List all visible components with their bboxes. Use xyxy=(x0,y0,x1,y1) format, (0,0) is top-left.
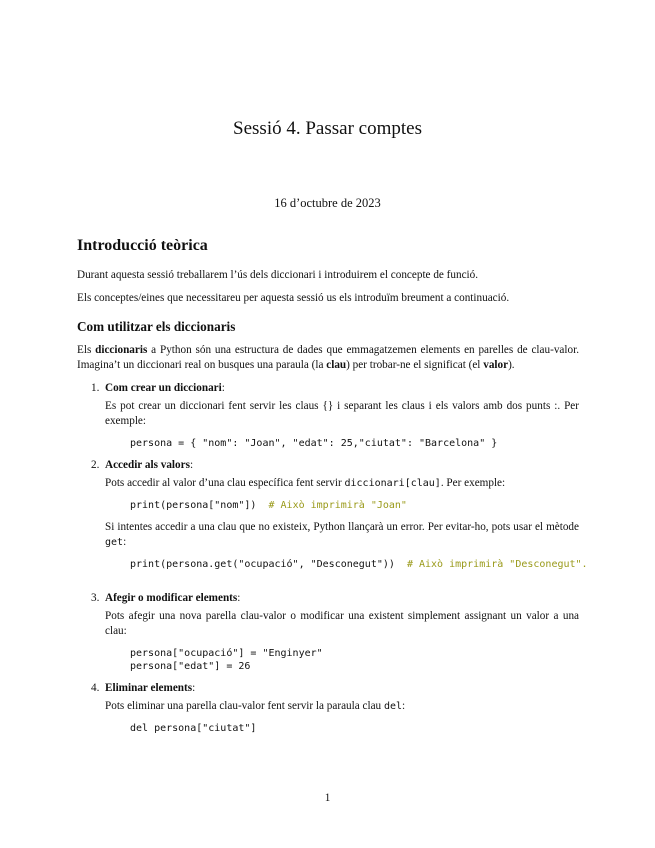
list-item: 1. Com crear un diccionari: Es pot crear un diccionari fent servir les claus {} i separant les claus i els valors amb dos punts :. Per exemple: persona = { "nom": "Joan", "edat": 25,"ciutat": "Barcelona" } xyxy=(91,382,579,449)
list-item: 2. Accedir als valors: Pots accedir al valor d’una clau específica fent servir diccionari[clau]. Per exemple: print(persona["nom"]) # Això imprimirà "Joan" Si intentes accedir a una clau que no existeix, Python llançarà un error. Per evitar-ho, pots usar el mètode get: print(persona.get("ocupació", "Desconegut")) # Això imprimirà "Desconegut". xyxy=(91,459,588,570)
list-item-text: Es pot crear un diccionari fent servir les claus {} i separant les claus i els valors amb dos punts :. Per exemple: xyxy=(105,400,579,427)
dictionary-steps-list xyxy=(77,381,588,735)
subsection-heading: Com utilitzar els diccionaris xyxy=(77,319,236,334)
list-item-number: 3. xyxy=(91,592,100,604)
list-item-heading: Com crear un diccionari xyxy=(105,382,222,394)
list-item-heading: Eliminar elements xyxy=(105,682,193,694)
list-item-number: 1. xyxy=(91,382,100,394)
page-number: 1 xyxy=(324,792,331,804)
document-date: 16 d’octubre de 2023 xyxy=(274,196,381,210)
list-item-number: 4. xyxy=(91,682,100,694)
list-item: 3. Afegir o modificar elements: Pots afegir una nova parella clau-valor o modificar una existent simplement assignant un valor a una clau: persona["ocupació"] = "Enginyer" persona["edat"] = 26 xyxy=(91,592,579,672)
subsection-intro: Els diccionaris a Python són una estructura de dades que emmagatzemen elements en parelles de clau-valor. Imagina’t un diccionari real on busques una paraula (la clau) per trobar-ne el significat (el valor). xyxy=(77,344,579,371)
section-paragraph-2: Els conceptes/eines que necessitareu per aquesta sessió us els introduïm breument a continuació. xyxy=(77,292,510,304)
document-title: Sessió 4. Passar comptes xyxy=(233,118,422,139)
code-block: print(persona["nom"]) # Això imprimirà "Joan" xyxy=(130,500,407,511)
list-item-text: Pots accedir al valor d’una clau específica fent servir diccionari[clau]. Per exemple: xyxy=(105,477,506,489)
document-body xyxy=(77,236,588,743)
section-paragraph-1: Durant aquesta sessió treballarem l’ús dels diccionari i introduirem el concepte de funció. xyxy=(77,269,479,281)
code-block: print(persona.get("ocupació", "Desconegut")) # Això imprimirà "Desconegut". xyxy=(130,559,588,570)
code-block: persona["ocupació"] = "Enginyer" persona["edat"] = 26 xyxy=(130,648,323,672)
list-item: 4. Eliminar elements: Pots eliminar una parella clau-valor fent servir la paraula clau del: del persona["ciutat"] xyxy=(77,681,579,735)
list-item-text: Pots eliminar una parella clau-valor fent servir la paraula clau del: xyxy=(105,700,406,712)
list-item-text: Si intentes accedir a una clau que no existeix, Python llançarà un error. Per evitar-ho, pots usar el mètode get: xyxy=(105,521,579,548)
list-item-heading: Afegir o modificar elements xyxy=(105,592,238,604)
code-block: persona = { "nom": "Joan", "edat": 25,"ciutat": "Barcelona" } xyxy=(130,438,498,449)
list-item-number: 2. xyxy=(91,459,100,471)
list-item-heading: Accedir als valors xyxy=(105,459,190,471)
list-item-text: Pots afegir una nova parella clau-valor o modificar una existent simplement assignant un valor a una clau: xyxy=(105,610,579,637)
section-heading: Introducció teòrica xyxy=(77,237,208,254)
code-block: del persona["ciutat"] xyxy=(130,723,257,734)
code-comment: # Això imprimirà "Desconegut". xyxy=(406,559,588,570)
code-comment: # Això imprimirà "Joan" xyxy=(268,500,407,511)
